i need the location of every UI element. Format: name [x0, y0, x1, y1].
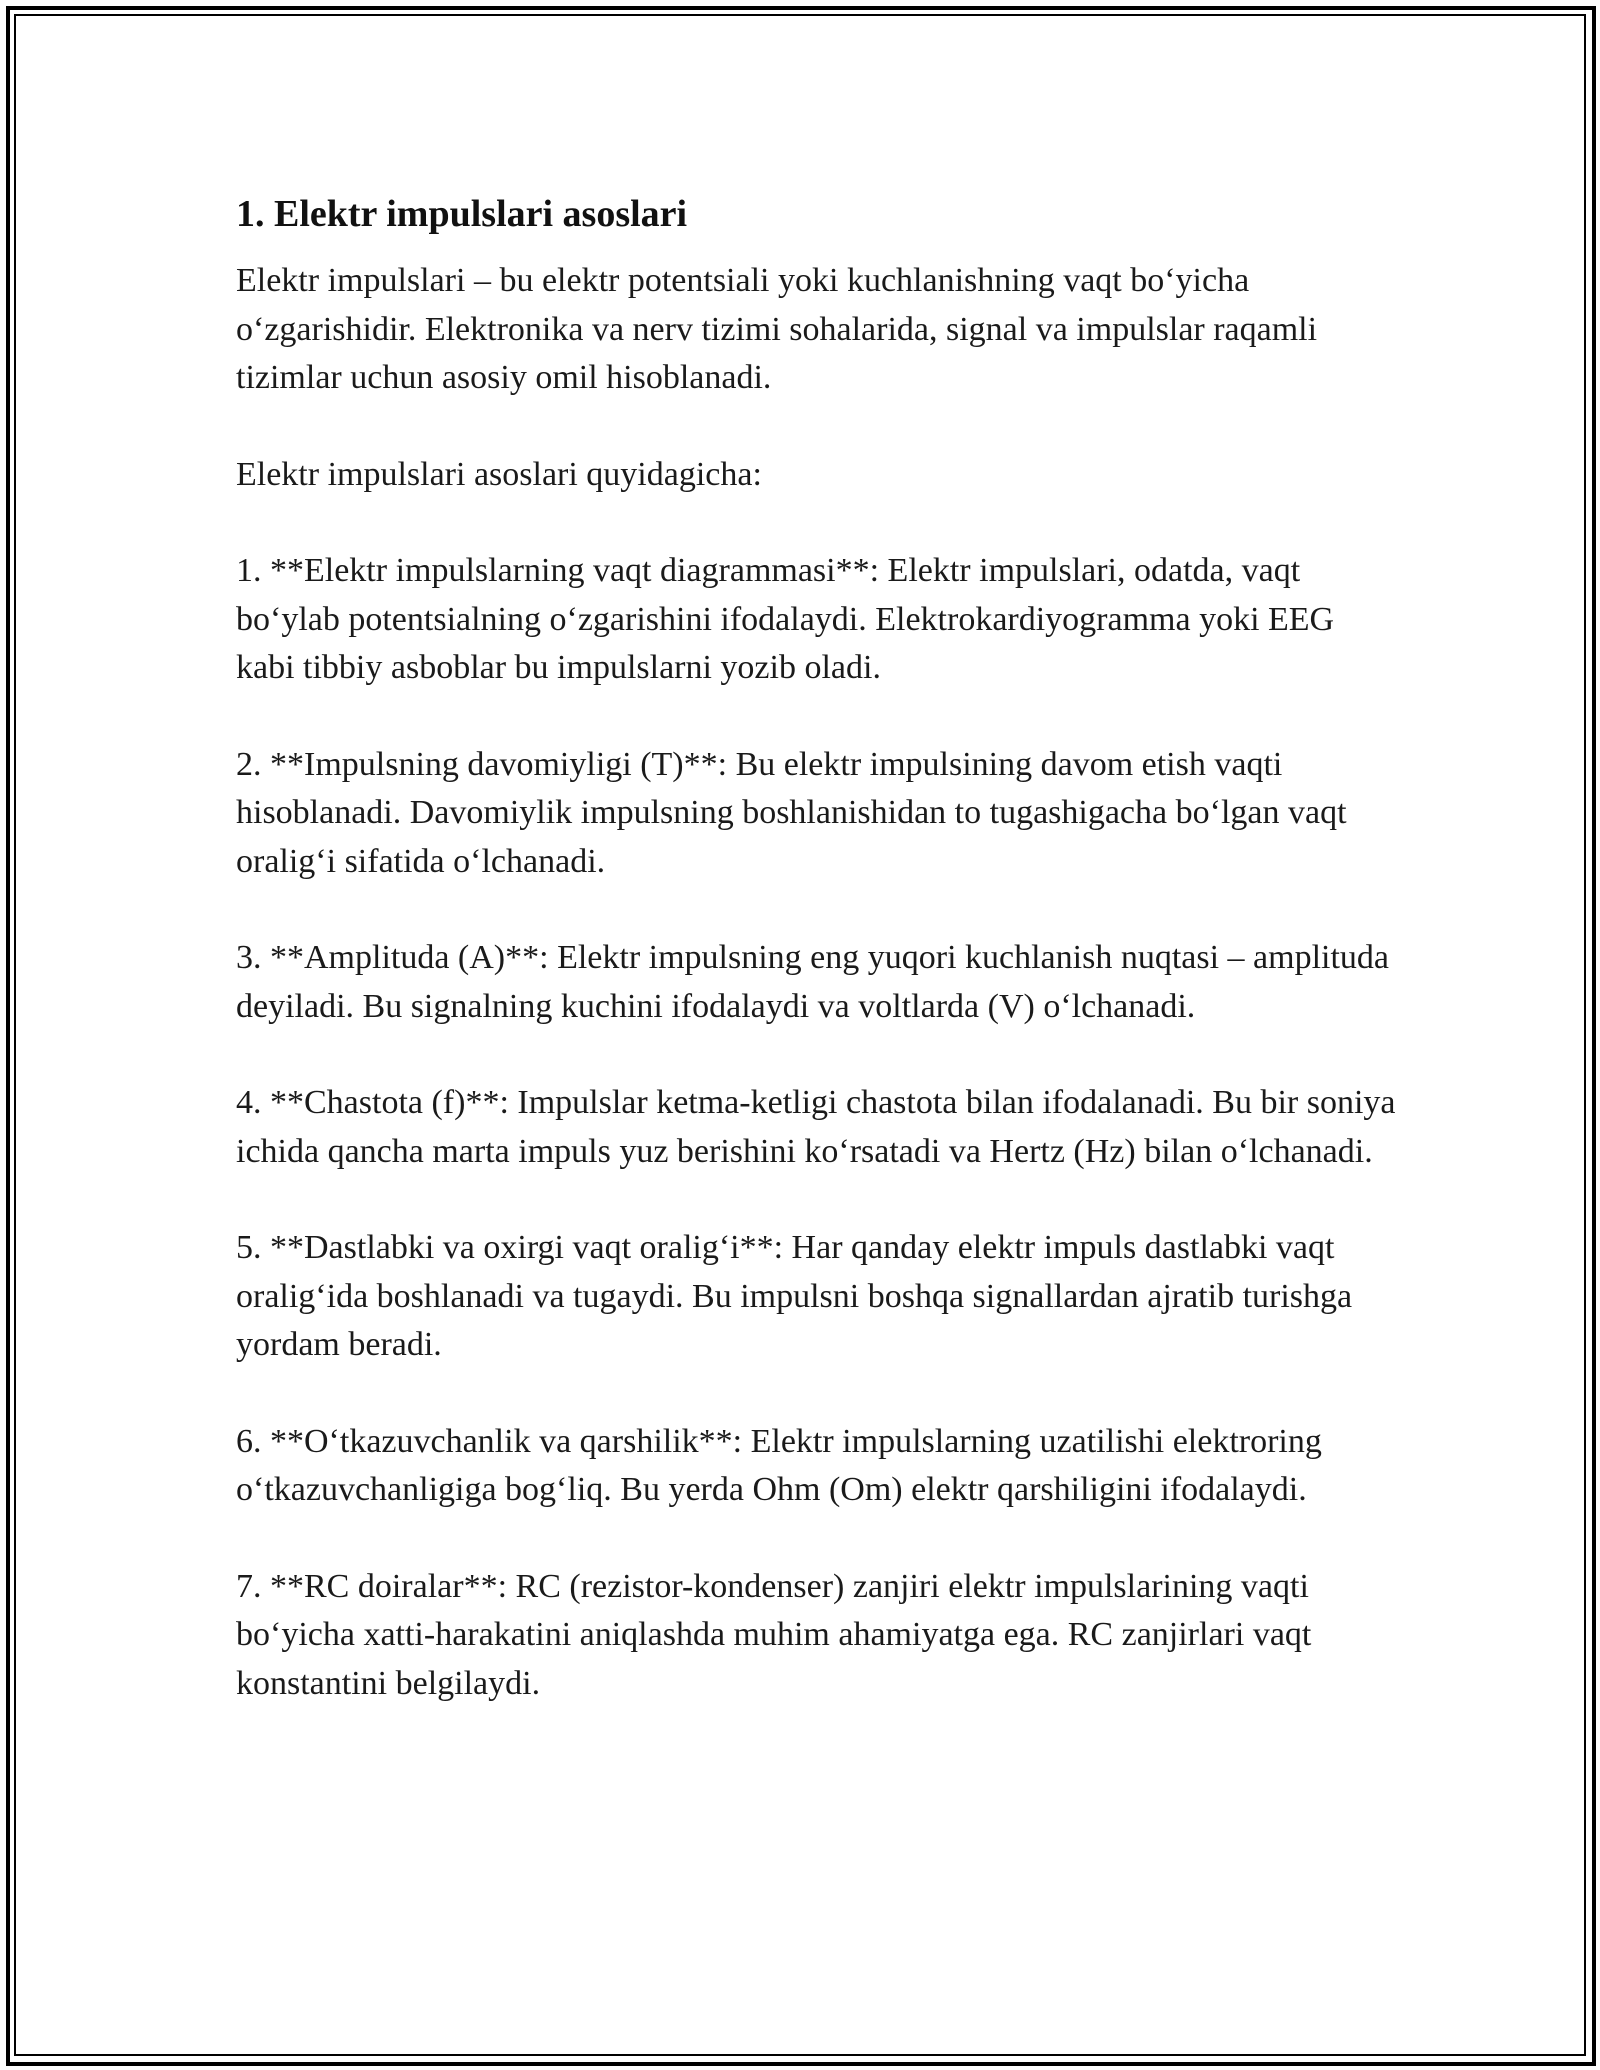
document-title: 1. Elektr impulslari asoslari [236, 193, 688, 235]
list-item-frequency: 4. **Chastota (f)**: Impulslar ketma-ketligi chastota bilan ifodalanadi. Bu bir soniya ichida qancha marta impuls yuz berishini ko‘rsatadi va Hertz (Hz) bilan o‘lchanadi. [236, 1084, 1396, 1170]
list-item-time-interval: 5. **Dastlabki va oxirgi vaqt oralig‘i**: Har qanday elektr impuls dastlabki vaqt oralig‘ida boshlanadi va tugaydi. Bu impulsni boshqa signallardan ajratib turishga yordam beradi. [236, 1229, 1353, 1363]
intro-paragraph: Elektr impulslari – bu elektr potentsiali yoki kuchlanishning vaqt bo‘yicha o‘zgarishidir. Elektronika va nerv tizimi sohalarida, signal va impulslar raqamli tizimlar uchun asosiy omil hisoblanadi. [236, 262, 1318, 396]
document-body [236, 185, 1396, 1756]
list-item-duration: 2. **Impulsning davomiyligi (T)**: Bu elektr impulsining davom etish vaqti hisoblanadi. Davomiylik impulsning boshlanishidan to tugashigacha bo‘lgan vaqt oralig‘i sifatida o‘lchanadi. [236, 745, 1347, 880]
list-intro: Elektr impulslari asoslari quyidagicha: [236, 455, 762, 493]
list-item-amplitude: 3. **Amplituda (A)**: Elektr impulsning eng yuqori kuchlanish nuqtasi – amplituda deyiladi. Bu signalning kuchini ifodalaydi va voltlarda (V) o‘lchanadi. [236, 939, 1390, 1025]
list-item-rc-circuits: 7. **RC doiralar**: RC (rezistor-kondenser) zanjiri elektr impulslarining vaqti bo‘yicha xatti-harakatini aniqlashda muhim ahamiyatga ega. RC zanjirlari vaqt konstantini belgilaydi. [236, 1567, 1312, 1702]
list-item-conductivity: 6. **O‘tkazuvchanlik va qarshilik**: Elektr impulslarning uzatilishi elektroring o‘tkazuvchanligiga bog‘liq. Bu yerda Ohm (Om) elektr qarshiligini ifodalaydi. [236, 1422, 1322, 1508]
list-item-time-diagram: 1. **Elektr impulslarning vaqt diagrammasi**: Elektr impulslari, odatda, vaqt bo‘ylab potentsialning o‘zgarishini ifodalaydi. Elektrokardiyogramma yoki EEG kabi tibbiy asboblar bu impulslarni yozib oladi. [236, 552, 1335, 686]
